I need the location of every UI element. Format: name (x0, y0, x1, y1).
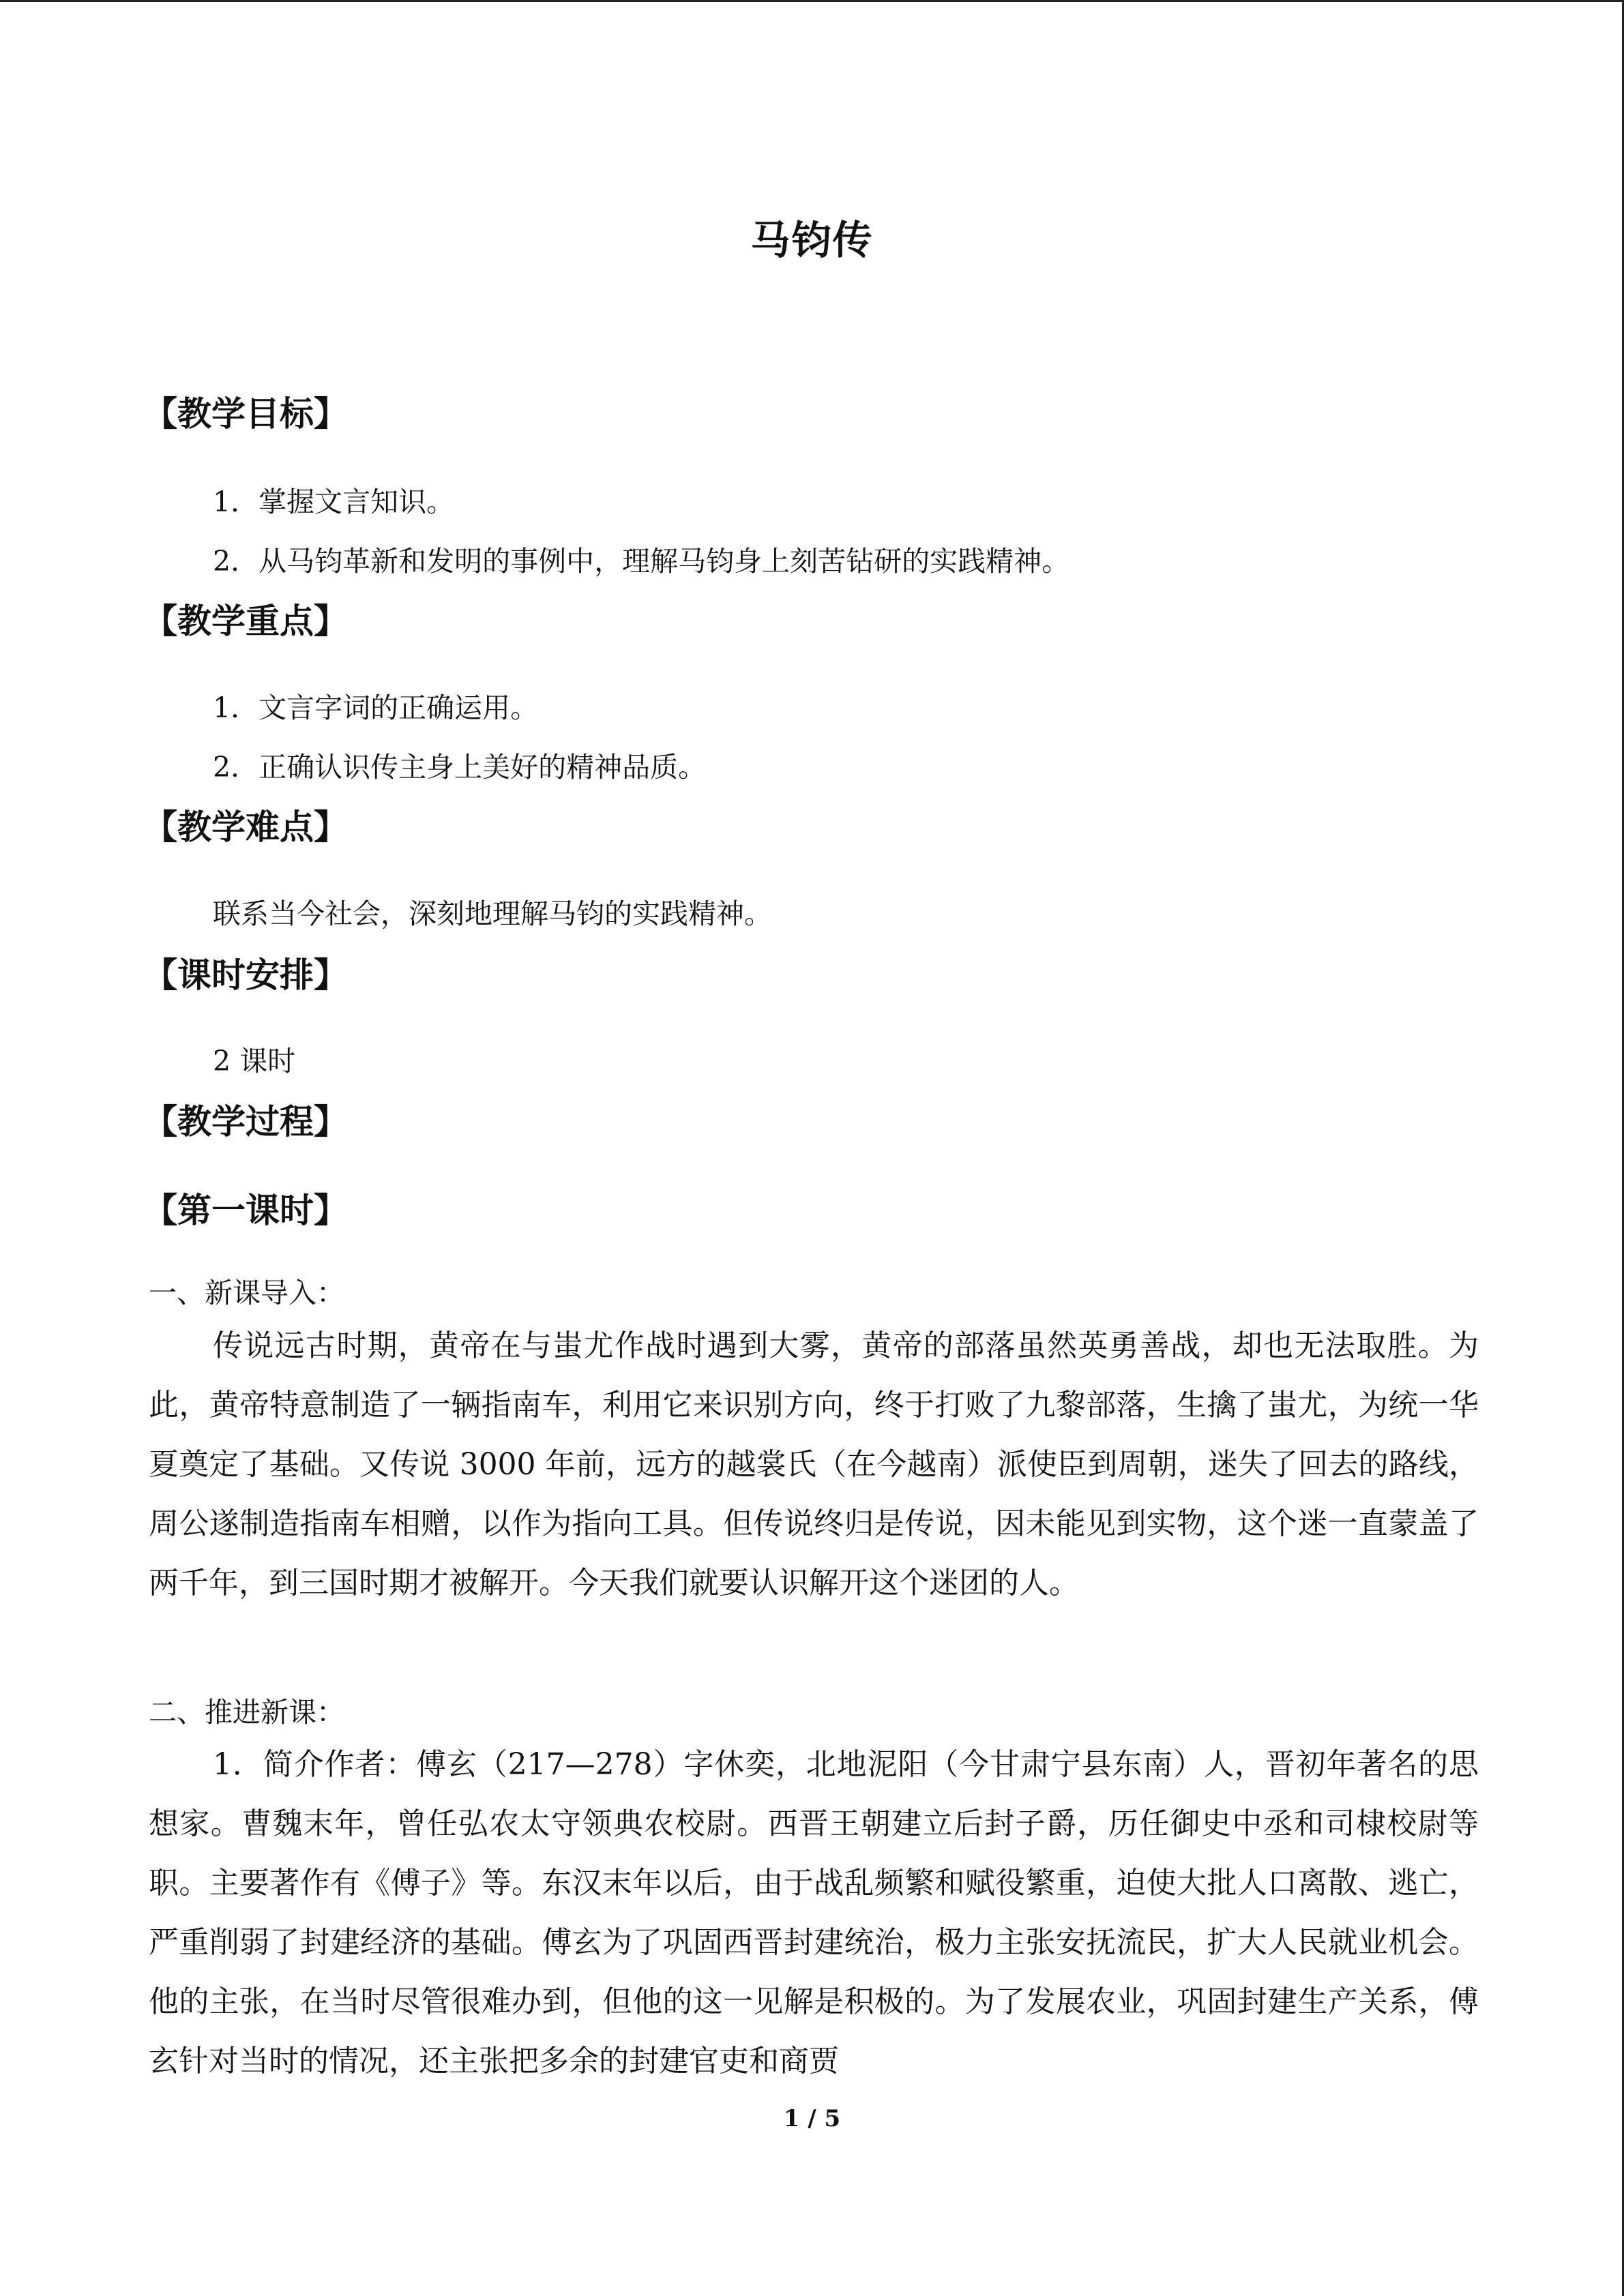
page-title: 马钧传 (750, 217, 874, 263)
heading-difficulties: 【教学难点】 (143, 807, 348, 847)
part1-paragraph: 传说远古时期，黄帝在与蚩尤作战时遇到大雾，黄帝的部落虽然英勇善战，却也无法取胜。为此，黄帝特意制造了一辆指南车，利用它来识别方向，终于打败了九黎部落，生擒了蚩尤，为统一华夏奠定了基础。又传说 3000 年前，远方的越裳氏（在今越南）派使臣到周朝，迷失了回去的路线，周公遂制造指南车相赠，以作为指向工具。但传说终归是传说，因未能见到实物，这个迷一直蒙盖了两千年，到三国时期才被解开。今天我们就要认识解开这个迷团的人。 (149, 1328, 1479, 1600)
part1-label: 一、新课导入： (149, 1277, 344, 1309)
heading-first-lesson: 【第一课时】 (143, 1191, 348, 1230)
heading-schedule: 【课时安排】 (143, 955, 348, 995)
key-point-item-2: 2．正确认识传主身上美好的精神品质。 (213, 751, 707, 784)
schedule-item-1: 2 课时 (213, 1045, 296, 1077)
objective-item-1: 1．掌握文言知识。 (213, 486, 455, 518)
key-point-item-1: 1．文言字词的正确运用。 (213, 691, 539, 724)
part2-label: 二、推进新课： (149, 1696, 344, 1729)
page-number: 1 / 5 (783, 2105, 841, 2132)
heading-process: 【教学过程】 (143, 1102, 348, 1142)
heading-objectives: 【教学目标】 (143, 394, 348, 434)
difficulty-item-1: 联系当今社会，深刻地理解马钧的实践精神。 (213, 897, 772, 930)
part2-paragraph: 1．简介作者：傅玄（217—278）字休奕，北地泥阳（今甘肃宁县东南）人，晋初年著名的思想家。曹魏末年，曾任弘农太守领典农校尉。西晋王朝建立后封子爵，历任御史中丞和司棣校尉等职。主要著作有《傅子》等。东汉末年以后，由于战乱频繁和赋役繁重，迫使大批人口离散、逃亡，严重削弱了封建经济的基础。傅玄为了巩固西晋封建统治，极力主张安抚流民，扩大人民就业机会。他的主张，在当时尽管很难办到，但他的这一见解是积极的。为了发展农业，巩固封建生产关系，傅玄针对当时的情况，还主张把多余的封建官吏和商贾 (149, 1747, 1479, 2078)
heading-key-points: 【教学重点】 (143, 601, 348, 641)
objective-item-2: 2．从马钧革新和发明的事例中，理解马钧身上刻苦钻研的实践精神。 (213, 545, 1070, 578)
